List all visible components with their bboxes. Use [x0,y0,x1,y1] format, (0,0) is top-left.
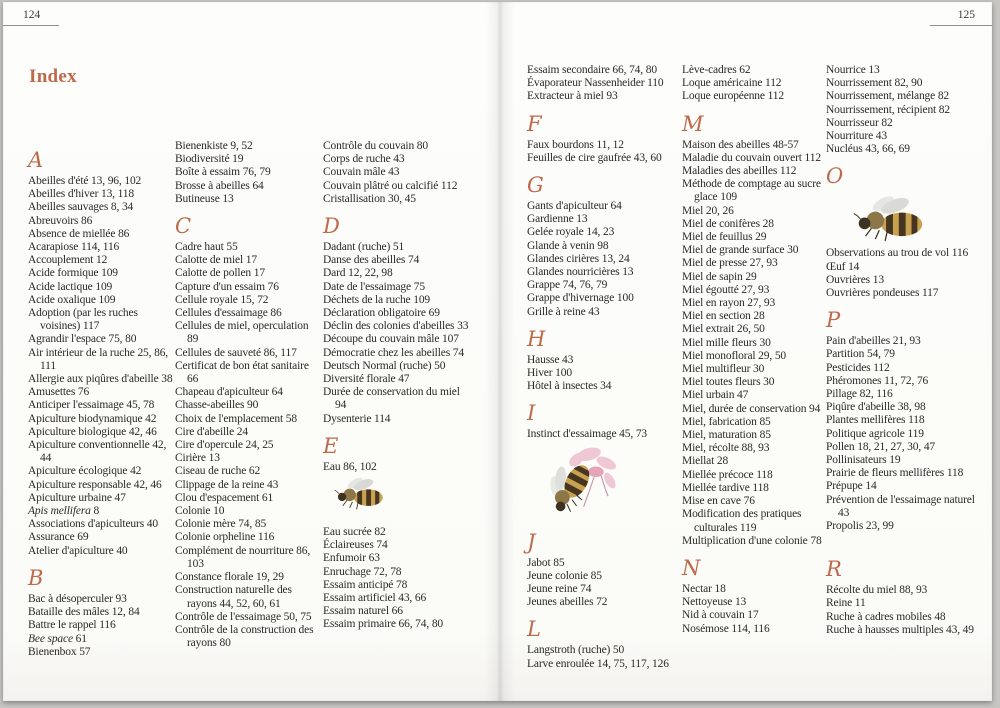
index-entry: Cellules d'essaimage 86 [175,307,282,320]
section-letter-r: R [826,557,842,582]
index-entry: Apiculture responsable 42, 46 [28,478,162,491]
book-spine-shadow [485,2,515,701]
index-entry: Calotte de pollen 17 [175,267,265,280]
section-letter-g: G [527,173,544,198]
index-entry: Assurance 69 [28,531,89,544]
index-entry: Feuilles de cire gaufrée 43, 60 [527,151,662,164]
index-entry: Battre le rappel 116 [28,619,116,632]
index-entry: Pillage 82, 116 [826,388,893,401]
index-entry: Pesticides 112 [826,361,890,374]
index-entry: Nourriture 43 [826,130,887,143]
index-entry: Grappe d'hivernage 100 [527,292,634,305]
index-entry: Essaim anticipé 78 [323,578,408,591]
section-letter-i: I [527,401,536,426]
index-entry: Certificat de bon état sanitaire 66 [175,359,309,386]
index-entry: Miel urbain 47 [682,389,749,402]
index-entry: Miel en section 28 [682,310,765,323]
index-entry: Bee space 61 [28,632,87,645]
index-entry: Allergie aux piqûres d'abeille 38 [28,373,173,386]
section-letter-e: E [323,433,339,458]
index-entry: Complément de nourriture 86, 103 [175,544,311,570]
index-entry: Abeilles d'été 13, 96, 102 [28,175,142,187]
index-entry: Colonie 10 [175,505,225,518]
index-entry: Nucléus 43, 66, 69 [826,143,910,156]
index-entry: Grappe 74, 76, 79 [527,279,608,292]
index-entry: Instinct d'essaimage 45, 73 [527,428,648,441]
index-entry: Déclin des colonies d'abeilles 33 [323,320,469,333]
index-entry: Corps de ruche 43 [323,153,405,166]
index-entry: Eau sucrée 82 [323,526,386,539]
index-entry: Miellée tardive 118 [682,481,769,494]
index-entry: Ruche à hausses multiples 43, 49 [826,623,974,636]
index-entry: Miel de conifères 28 [682,217,774,230]
index-entry: Miel monofloral 29, 50 [682,349,787,362]
section-letter-a: A [28,148,44,172]
index-entry: Miel, fabrication 85 [682,415,771,428]
index-entry: Hiver 100 [527,367,572,380]
index-entry: Maison des abeilles 48-57 [682,138,799,151]
index-entry: Propolis 23, 99 [826,520,894,533]
bee-illustration [826,191,976,247]
index-entry: Lève-cadres 62 [682,64,751,76]
index-entry: Miel en rayon 27, 93 [682,297,776,310]
index-entry: Adoption (par les ruches voisines) 117 [28,307,138,333]
index-entry: Acide lactique 109 [28,280,113,293]
index-entry: Butineuse 13 [175,192,234,205]
index-entry: Nettoyeuse 13 [682,596,747,609]
index-entry: Contrôle du couvain 80 [323,140,428,152]
section-letter-c: C [175,214,191,239]
index-entry: Bac à désoperculer 93 [28,592,127,605]
index-entry: Danse des abeilles 74 [323,254,420,267]
bee-illustration [323,474,471,526]
index-entry: Abeilles d'hiver 13, 118 [28,188,134,201]
index-entry: Constance florale 19, 29 [175,571,284,584]
index-entry: Essaim artificiel 43, 66 [323,592,427,605]
index-column-5 [682,64,828,636]
spacer [826,533,976,549]
index-entry: Miel, récolte 88, 93 [682,442,770,455]
index-entry: Bienenbox 57 [28,645,91,658]
index-entry: Associations d'apiculteurs 40 [28,518,158,531]
index-entry: Choix de l'emplacement 58 [175,412,297,425]
index-entry: Chasse-abeilles 90 [175,399,259,412]
index-column-2 [175,140,321,650]
index-entry: Modification des pratiques culturales 119 [682,508,802,534]
index-entry: Colonie orpheline 116 [175,531,275,544]
index-entry: Agrandir l'espace 75, 80 [28,333,137,346]
book-spread [3,2,992,701]
index-entry: Amusettes 76 [28,386,90,399]
index-entry: Miel de grande surface 30 [682,244,799,257]
index-entry: Maladie du couvain ouvert 112 [682,151,821,164]
index-entry: Méthode de comptage au sucre glace 109 [682,178,821,204]
index-entry: Gants d'apiculteur 64 [527,200,622,213]
section-letter-h: H [527,326,546,351]
index-entry: Accouplement 12 [28,254,108,267]
index-entry: Nourrisseur 82 [826,116,893,129]
index-entry: Cellules de miel, operculation 89 [175,320,309,346]
index-entry: Larve enroulée 14, 75, 117, 126 [527,657,669,670]
section-letter-b: B [28,565,44,590]
index-entry: Dadant (ruche) 51 [323,241,405,254]
index-column-3 [323,140,471,632]
index-entry: Glandes cirières 13, 24 [527,252,630,265]
index-entry: Boîte à essaim 76, 79 [175,166,271,179]
section-letter-f: F [527,111,542,136]
index-entry: Construction naturelle des rayons 44, 52, 60, 61 [175,584,292,610]
index-entry: Durée de conservation du miel 94 [323,386,460,412]
index-entry: Miel multifleur 30 [682,363,765,376]
index-entry: Calotte de miel 17 [175,254,257,267]
index-entry: Glande à venin 98 [527,239,609,252]
index-entry: Air intérieur de la ruche 25, 86, 111 [28,346,169,372]
index-entry: Eau 86, 102 [323,460,377,473]
index-entry: Acarapiose 114, 116 [28,241,120,254]
bee-on-flower-illustration [527,442,681,522]
index-entry: Loque européenne 112 [682,90,784,103]
index-entry: Abeilles sauvages 8, 34 [28,201,134,214]
index-column-1 [28,140,173,659]
section-letter-l: L [527,617,541,642]
index-entry: Date de l'essaimage 75 [323,280,425,293]
index-entry: Miel toutes fleurs 30 [682,376,775,389]
index-entry: Piqûre d'abeille 38, 98 [826,401,926,414]
index-entry: Cirière 13 [175,452,220,465]
index-entry: Miellée précoce 118 [682,468,773,481]
index-entry: Ouvrières pondeuses 117 [826,287,939,300]
index-entry: Miel égoutté 27, 93 [682,283,770,296]
index-entry: Cadre haut 55 [175,241,238,254]
index-entry: Enfumoir 63 [323,552,380,565]
index-entry: Prairie de fleurs mellifères 118 [826,467,964,480]
index-entry: Atelier d'apiculture 40 [28,544,128,557]
index-column-6 [826,64,976,637]
section-letter-n: N [682,555,701,580]
index-entry: Hôtel à insectes 34 [527,380,612,393]
index-entry: Miel de feuillus 29 [682,231,767,244]
index-entry: Nosémose 114, 116 [682,622,770,635]
index-entry: Acide formique 109 [28,267,118,280]
index-entry: Brosse à abeilles 64 [175,179,264,192]
index-entry: Clippage de la reine 43 [175,478,279,491]
index-entry: Essaim primaire 66, 74, 80 [323,618,444,631]
index-entry: Miel mille fleurs 30 [682,336,771,349]
index-entry: Dard 12, 22, 98 [323,267,393,280]
index-entry: Jabot 85 [527,556,565,569]
index-entry: Prévention de l'essaimage naturel 43 [826,493,975,519]
index-entry: Cire d'opercule 24, 25 [175,439,274,452]
index-entry: Cellule royale 15, 72 [175,293,269,306]
index-entry: Loque américaine 112 [682,77,782,90]
index-entry: Contrôle de l'essaimage 50, 75 [175,610,312,623]
section-letter-m: M [682,111,704,136]
index-entry: Gelée royale 14, 23 [527,226,615,239]
section-letter-j: J [527,529,536,554]
index-entry: Phéromones 11, 72, 76 [826,374,929,387]
index-entry: Bataille des mâles 12, 84 [28,606,140,619]
index-entry: Miel 20, 26 [682,204,734,217]
index-entry: Miel, durée de conservation 94 [682,402,821,415]
index-entry: Miel, maturation 85 [682,429,771,442]
index-entry: Couvain mâle 43 [323,166,400,179]
index-entry: Grille à reine 43 [527,305,600,318]
section-letter-p: P [826,308,840,333]
index-entry: Nourrissement 82, 90 [826,77,923,90]
index-entry: Apiculture conventionnelle 42, 44 [28,439,167,465]
index-entry: Hausse 43 [527,353,574,366]
index-entry: Colonie mère 74, 85 [175,518,267,531]
index-entry: Anticiper l'essaimage 45, 78 [28,399,155,412]
index-title: Index [29,66,77,87]
index-entry: Nourrissement, mélange 82 [826,90,950,103]
index-entry: Partition 54, 79 [826,348,895,361]
index-entry: Maladies des abeilles 112 [682,165,797,178]
index-entry: Évaporateur Nassenheider 110 [527,77,664,90]
index-entry: Découpe du couvain mâle 107 [323,333,459,346]
index-entry: Essaim naturel 66 [323,605,403,618]
index-entry: Prépupe 14 [826,480,877,493]
index-entry: Acide oxalique 109 [28,293,116,306]
index-entry: Plantes mellifères 118 [826,414,925,427]
index-entry: Éclaireuses 74 [323,539,388,552]
index-entry: Glandes nourricières 13 [527,266,634,279]
index-entry: Jeune reine 74 [527,583,592,596]
index-entry: Cristallisation 30, 45 [323,192,416,205]
index-entry: Cellules de sauveté 86, 117 [175,346,297,359]
index-entry: Pollen 18, 21, 27, 30, 47 [826,440,936,453]
index-entry: Essaim secondaire 66, 74, 80 [527,64,657,76]
index-entry: Politique agricole 119 [826,427,924,440]
index-entry: Nourrice 13 [826,64,880,76]
index-entry: Miel de presse 27, 93 [682,257,778,270]
section-letter-d: D [323,214,340,239]
index-entry: Clou d'espacement 61 [175,491,274,504]
index-entry: Cire d'abeille 24 [175,425,248,438]
index-entry: Apiculture biologique 42, 46 [28,425,157,438]
index-entry: Nectar 18 [682,582,726,595]
index-entry: Récolte du miel 88, 93 [826,584,928,597]
index-entry: Dysenterie 114 [323,412,391,425]
index-entry: Capture d'un essaim 76 [175,280,279,293]
index-entry: Abreuvoirs 86 [28,214,93,227]
index-entry: Faux bourdons 11, 12 [527,138,624,151]
index-entry: Miel extrait 26, 50 [682,323,765,336]
index-entry: Apiculture biodynamique 42 [28,412,157,425]
index-entry: Miellat 28 [682,455,729,468]
index-entry: Nourrissement, récipient 82 [826,103,951,116]
index-entry: Reine 11 [826,597,866,610]
index-entry: Ouvrières 13 [826,273,884,286]
index-entry: Œuf 14 [826,260,860,273]
index-entry: Déchets de la ruche 109 [323,293,431,306]
section-letter-o: O [826,164,844,189]
index-entry: Jeune colonie 85 [527,569,602,582]
index-entry: Multiplication d'une colonie 78 [682,534,822,547]
index-entry: Apiculture écologique 42 [28,465,142,478]
index-entry: Nid à couvain 17 [682,609,759,622]
index-entry: Observations au trou de vol 116 [826,247,969,260]
index-entry: Chapeau d'apiculteur 64 [175,386,283,399]
index-entry: Jeunes abeilles 72 [527,596,608,609]
index-entry: Bienenkiste 9, 52 [175,140,253,152]
index-entry: Apiculture urbaine 47 [28,491,126,504]
index-column-4 [527,64,681,671]
index-entry: Gardienne 13 [527,213,588,226]
index-entry: Absence de miellée 86 [28,227,130,240]
index-entry: Miel de sapin 29 [682,270,757,283]
index-entry: Démocratie chez les abeilles 74 [323,346,464,359]
page-number-left: 124 [3,9,59,26]
index-entry: Mise en cave 76 [682,495,755,508]
index-entry: Diversité florale 47 [323,373,410,386]
index-entry: Deutsch Normal (ruche) 50 [323,359,446,372]
page-number-right: 125 [930,9,992,26]
index-entry: Extracteur à miel 93 [527,90,618,103]
index-entry: Couvain plâtré ou calcifié 112 [323,179,458,192]
index-entry: Biodiversité 19 [175,153,244,166]
index-entry: Enruchage 72, 78 [323,565,402,578]
index-entry: Apis mellifera 8 [28,505,100,518]
index-entry: Ruche à cadres mobiles 48 [826,610,946,623]
index-entry: Langstroth (ruche) 50 [527,644,625,657]
index-entry: Déclaration obligatoire 69 [323,307,440,320]
index-entry: Pollinisateurs 19 [826,454,901,467]
index-entry: Ciseau de ruche 62 [175,465,261,478]
index-entry: Pain d'abeilles 21, 93 [826,335,921,348]
index-entry: Contrôle de la construction des rayons 80 [175,623,314,650]
